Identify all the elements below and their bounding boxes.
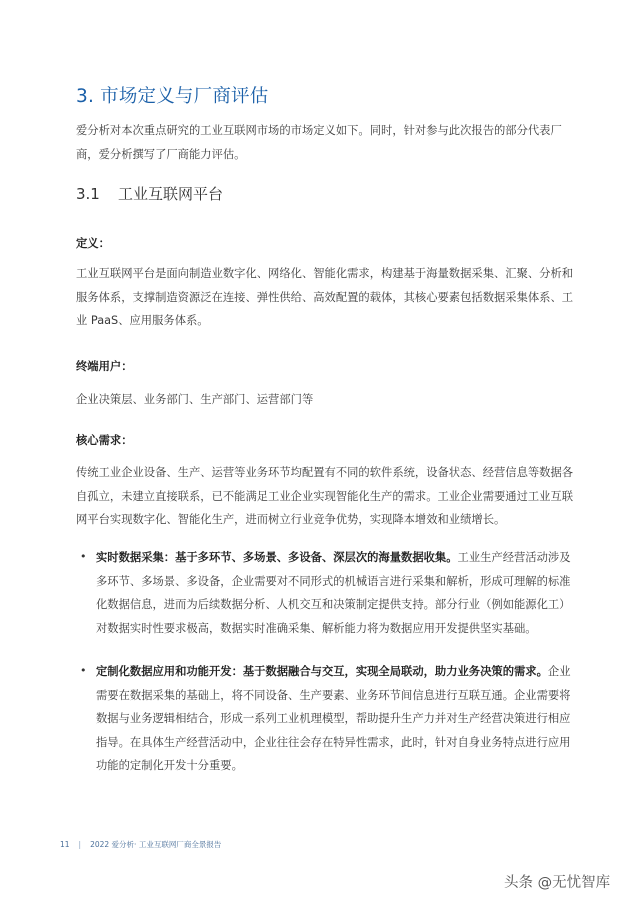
bullet-item-realtime-data <box>96 546 576 640</box>
bullet-text: 工业生产经营活动涉及多环节、多场景、多设备，企业需要对不同形式的机械语言进行采集和解析，形成可理解的标准化数据信息，进而为后续数据分析、人机交互和决策制定提供支持。部分行业（例如能源化工）对数据实时性要求极高，数据实时准确采集、解析能力将为数据应用开发提供坚实基础。 <box>96 551 571 635</box>
core-needs-label: 核心需求： <box>76 434 133 447</box>
subsection-title: 工业互联网平台 <box>118 185 224 203</box>
bullet-item-custom-apps <box>96 660 576 778</box>
bullet-dot: • <box>80 664 87 677</box>
core-needs-text: 传统工业企业设备、生产、运营等业务环节均配置有不同的软件系统，设备状态、经营信息等数据各自孤立，未建立直接联系，已不能满足工业企业实现智能化生产的需求。工业企业需要通过工业互联网平台实现数字化、智能化生产，进而树立行业竞争优势，实现降本增效和业绩增长。 <box>76 466 574 526</box>
section-intro: 爱分析对本次重点研究的工业互联网市场的市场定义如下。同时，针对参与此次报告的部分代表厂商，爱分析撰写了厂商能力评估。 <box>76 124 562 161</box>
bullet-lead: 实时数据采集：基于多环节、多场景、多设备、深层次的海量数据收集。 <box>96 551 458 564</box>
definition-text: 工业互联网平台是面向制造业数字化、网络化、智能化需求，构建基于海量数据采集、汇聚、分析和服务体系，支撑制造资源泛在连接、弹性供给、高效配置的载体，其核心要素包括数据采集体系、工业 PaaS、应用服务体系。 <box>76 267 574 327</box>
subsection-number: 3.1 <box>76 185 100 203</box>
footer-doc-title: 2022 爱分析· 工业互联网厂商全景报告 <box>90 840 222 849</box>
bullet-lead: 定制化数据应用和功能开发：基于数据融合与交互，实现全局联动，助力业务决策的需求。 <box>96 665 548 678</box>
section-title: 3. 市场定义与厂商评估 <box>76 86 269 107</box>
end-users-text: 企业决策层、业务部门、生产部门、运营部门等 <box>76 393 314 406</box>
subsection-heading <box>76 183 223 204</box>
bullet-dot: • <box>80 550 87 563</box>
bullet-text: 企业需要在数据采集的基础上，将不同设备、生产要素、业务环节间信息进行互联互通。企业需要将数据与业务逻辑相结合，形成一系列工业机理模型，帮助提升生产力并对生产经营决策进行相应指导。在具体生产经营活动中，企业往往会存在特异性需求，此时，针对自身业务特点进行应用功能的定制化开发十分重要。 <box>96 665 571 772</box>
page-number: 11 <box>60 840 70 849</box>
watermark: 头条 @无忧智库 <box>504 875 611 891</box>
footer-separator: | <box>78 840 82 849</box>
end-users-label: 终端用户： <box>76 360 133 373</box>
page-footer <box>60 839 221 850</box>
definition-label: 定义： <box>76 237 110 250</box>
